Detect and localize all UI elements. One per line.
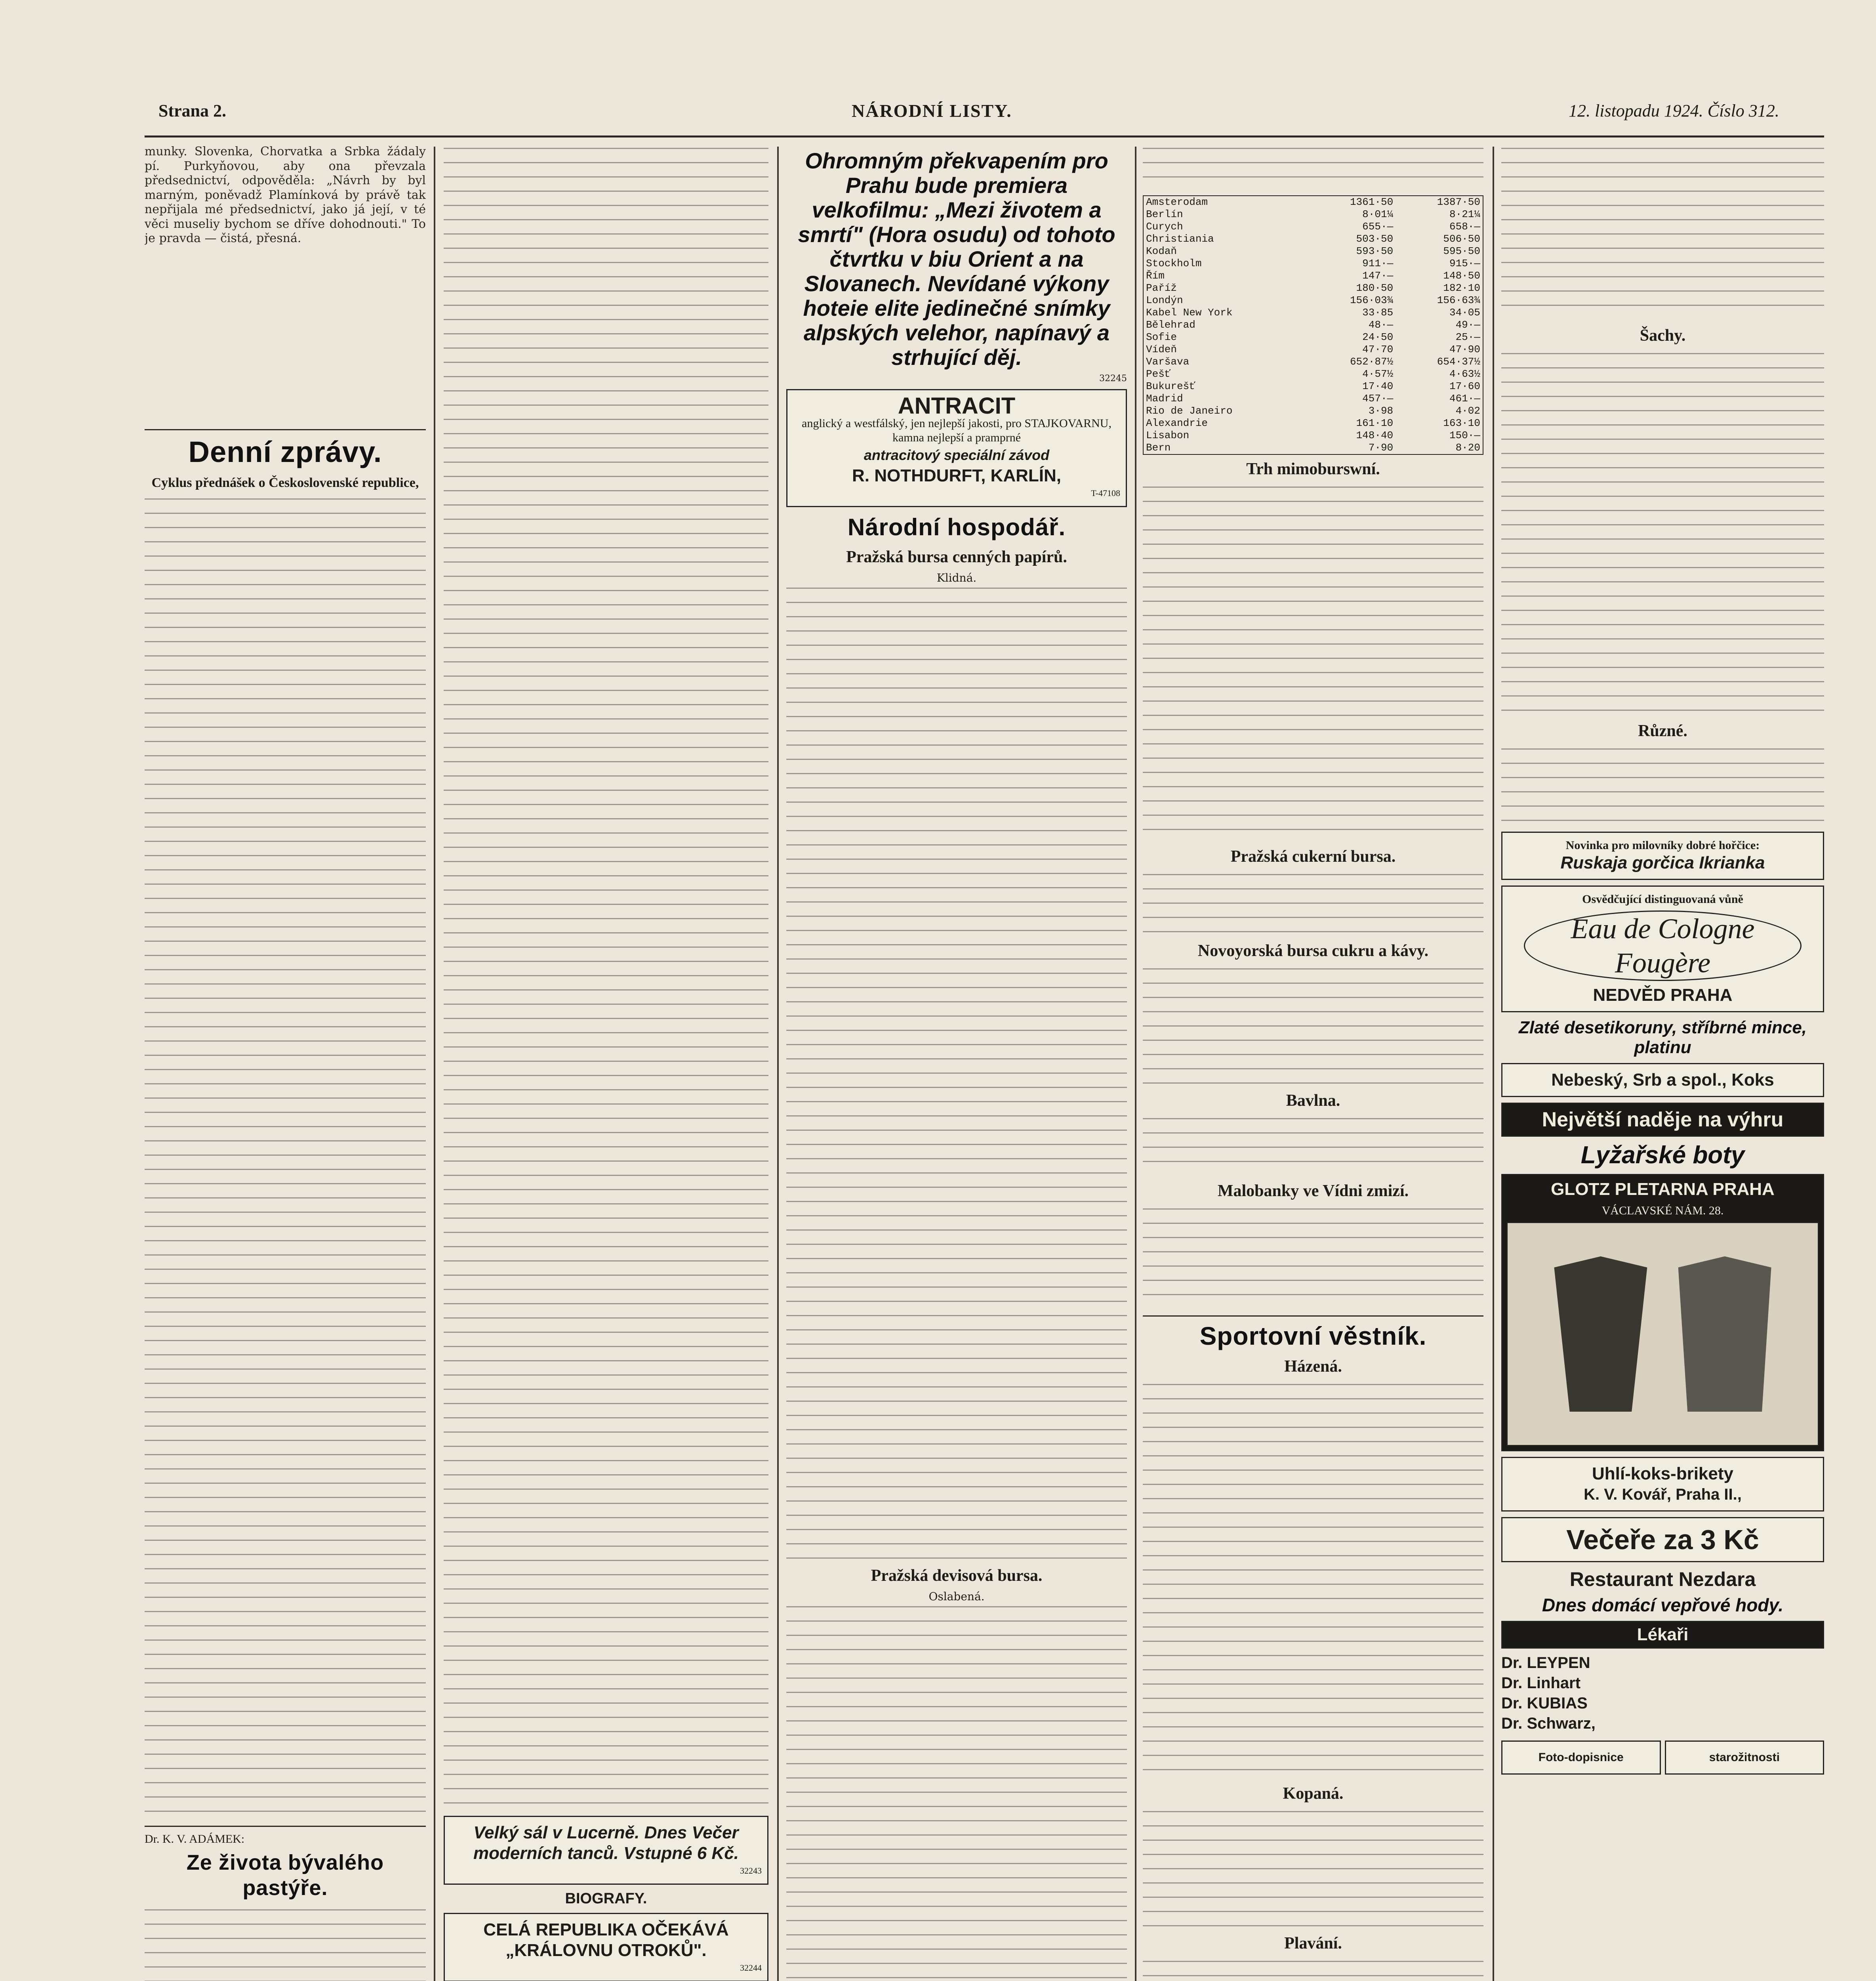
rate-row bbox=[1143, 368, 1483, 380]
rate-row bbox=[1143, 319, 1483, 331]
cennych-papiru-tag: Klidná. bbox=[936, 571, 977, 584]
kopana-heading: Kopaná. bbox=[1283, 1784, 1344, 1803]
chess-body bbox=[1501, 350, 1824, 714]
rate-row bbox=[1143, 233, 1483, 245]
rate-value-2: 915·— bbox=[1449, 258, 1480, 269]
kralovna-ad-title: CELÁ REPUBLIKA OČEKÁVÁ „KRÁLOVNU OTROKŮ". bbox=[483, 1920, 729, 1960]
film-code: 32245 bbox=[1099, 374, 1127, 384]
cukerni-heading: Pražská cukerní bursa. bbox=[1230, 847, 1396, 866]
plavani-body bbox=[1143, 1958, 1483, 1981]
rate-row bbox=[1143, 442, 1483, 454]
lucerna-ad-code: 32243 bbox=[740, 1866, 762, 1876]
hazena-body bbox=[1143, 1381, 1483, 1777]
rate-city: Madrid bbox=[1146, 393, 1183, 405]
denni-zpravy-heading: Denní zprávy. bbox=[188, 435, 382, 468]
rate-row bbox=[1143, 393, 1483, 405]
antracit-code: T-47108 bbox=[1091, 488, 1120, 498]
vepr-headline: Dnes domácí vepřové hody. bbox=[1542, 1595, 1784, 1615]
uhli-koks-ad bbox=[1501, 1457, 1824, 1512]
rate-row bbox=[1143, 294, 1483, 307]
ruzne-heading: Různé. bbox=[1638, 722, 1687, 740]
pastyr-heading: Ze života bývalého pastýře. bbox=[186, 1851, 384, 1900]
devisova-tag: Oslabená. bbox=[928, 1590, 985, 1603]
column-divider bbox=[1135, 147, 1136, 1981]
cennych-papiru-heading: Pražská bursa cenných papírů. bbox=[846, 548, 1067, 566]
rate-city: Bern bbox=[1146, 442, 1171, 454]
rate-row bbox=[1143, 405, 1483, 417]
glotz-address: VÁCLAVSKÉ NÁM. 28. bbox=[1601, 1204, 1724, 1217]
page-label: Strana 2. bbox=[158, 101, 227, 120]
garments-illustration bbox=[1506, 1222, 1819, 1446]
column-a bbox=[145, 145, 426, 1981]
rate-row bbox=[1143, 417, 1483, 429]
rate-value-1: 593·50 bbox=[1356, 245, 1394, 257]
rate-city: Alexandrie bbox=[1146, 417, 1208, 429]
rate-city: Vídeň bbox=[1146, 344, 1177, 355]
rate-value-1: 156·03¾ bbox=[1350, 294, 1394, 306]
foto-title: Foto-dopisnice bbox=[1538, 1751, 1624, 1764]
rate-value-2: 49·— bbox=[1455, 319, 1480, 331]
doctor-leypen: Dr. LEYPEN bbox=[1501, 1654, 1590, 1672]
rate-city: Berlín bbox=[1146, 208, 1183, 220]
rate-row bbox=[1143, 245, 1483, 258]
uhli-brand: Nebeský, Srb a spol., Koks bbox=[1551, 1070, 1774, 1090]
rate-city: Amsterodam bbox=[1146, 196, 1208, 208]
rate-value-1: 148·40 bbox=[1356, 429, 1394, 441]
rate-city: Stockholm bbox=[1146, 258, 1202, 269]
rate-value-2: 156·63¾ bbox=[1437, 294, 1480, 306]
rate-row bbox=[1143, 208, 1483, 221]
rate-city: Bělehrad bbox=[1146, 319, 1195, 331]
cukerni-body bbox=[1143, 871, 1483, 934]
rate-value-1: 24·50 bbox=[1362, 331, 1394, 343]
kava-body bbox=[1143, 965, 1483, 1084]
section-rule bbox=[145, 1826, 426, 1827]
rate-value-2: 150·— bbox=[1449, 429, 1480, 441]
section-rule bbox=[145, 429, 426, 430]
rate-value-1: 48·— bbox=[1368, 319, 1394, 331]
rate-city: Kabel New York bbox=[1146, 307, 1233, 319]
malobanky-heading: Malobanky ve Vídni zmizí. bbox=[1217, 1182, 1409, 1200]
antracit-subtitle: antracitový speciální závod bbox=[864, 447, 1050, 463]
bavlna-heading: Bavlna. bbox=[1286, 1092, 1340, 1110]
vecere-title: Večeře za 3 Kč bbox=[1566, 1524, 1759, 1555]
glotz-title: GLOTZ PLETARNA PRAHA bbox=[1551, 1179, 1775, 1199]
rate-city: Řím bbox=[1146, 270, 1165, 282]
date-label: 12. listopadu 1924. Číslo 312. bbox=[1569, 101, 1779, 120]
trh-body bbox=[1143, 483, 1483, 840]
rate-value-2: 47·90 bbox=[1449, 344, 1480, 355]
news-body bbox=[145, 495, 426, 1819]
rate-value-1: 47·70 bbox=[1362, 344, 1394, 355]
rate-value-1: 7·90 bbox=[1368, 442, 1394, 454]
column-c bbox=[786, 145, 1127, 1981]
eau-maker: NEDVĚD PRAHA bbox=[1593, 985, 1733, 1005]
lyzarske-headline: Lyžařské boty bbox=[1580, 1141, 1745, 1169]
paper-title: NÁRODNÍ LISTY. bbox=[852, 101, 1012, 121]
rate-city: Pešť bbox=[1146, 368, 1171, 380]
rate-row bbox=[1143, 196, 1483, 208]
column-d bbox=[1143, 145, 1483, 1981]
biografy-label: BIOGRAFY. bbox=[565, 1890, 647, 1907]
rate-value-1: 180·50 bbox=[1356, 282, 1394, 294]
rate-row bbox=[1143, 344, 1483, 356]
bursa-body bbox=[786, 584, 1127, 1559]
sportovni-vestnik-heading: Sportovní věstník. bbox=[1199, 1322, 1427, 1350]
bavlna-body bbox=[1143, 1115, 1483, 1174]
rate-value-2: 34·05 bbox=[1449, 307, 1480, 319]
doctor-kubias: Dr. KUBIAS bbox=[1501, 1695, 1588, 1712]
rate-row bbox=[1143, 356, 1483, 368]
narodni-hospodar-heading: Národní hospodář. bbox=[847, 514, 1066, 540]
ruskaja-top: Novinka pro milovníky dobré hořčice: bbox=[1565, 839, 1760, 852]
rate-value-2: 8·21¼ bbox=[1449, 208, 1480, 220]
column-b bbox=[444, 145, 768, 1981]
rate-value-2: 4·63½ bbox=[1449, 368, 1480, 380]
rate-value-1: 652·87½ bbox=[1350, 356, 1394, 368]
rate-value-1: 33·85 bbox=[1362, 307, 1394, 319]
vyhra-ad bbox=[1501, 1103, 1824, 1137]
rate-value-2: 1387·50 bbox=[1437, 196, 1480, 208]
rate-value-2: 8·20 bbox=[1455, 442, 1480, 454]
rate-row bbox=[1143, 270, 1483, 282]
devisova-body bbox=[786, 1603, 1127, 1981]
bottom-ads bbox=[1501, 1735, 1824, 1780]
rate-city: Christiania bbox=[1146, 233, 1214, 245]
rate-value-1: 161·10 bbox=[1356, 417, 1394, 429]
rate-row bbox=[1143, 429, 1483, 442]
uhli-ad bbox=[1501, 1063, 1824, 1097]
rate-value-1: 1361·50 bbox=[1350, 196, 1394, 208]
kovar-name: K. V. Kovář, Praha II., bbox=[1584, 1486, 1742, 1503]
sachy-heading: Šachy. bbox=[1640, 326, 1686, 345]
kralovna-ad-code: 32244 bbox=[740, 1963, 762, 1973]
rate-city: Curych bbox=[1146, 221, 1183, 233]
rate-value-2: 595·50 bbox=[1443, 245, 1480, 257]
column-divider bbox=[1493, 147, 1494, 1981]
rate-row bbox=[1143, 221, 1483, 233]
garments-image bbox=[1508, 1223, 1818, 1445]
lucerna-ad bbox=[444, 1816, 768, 1885]
rate-value-2: 17·60 bbox=[1449, 380, 1480, 392]
rate-value-2: 25·— bbox=[1455, 331, 1480, 343]
rate-row bbox=[1143, 307, 1483, 319]
starozitnosti-ad bbox=[1665, 1741, 1825, 1775]
hazena-heading: Házená. bbox=[1284, 1357, 1342, 1376]
rate-value-1: 911·— bbox=[1362, 258, 1394, 269]
rate-city: Bukurešť bbox=[1146, 380, 1195, 392]
rates-intro bbox=[1143, 145, 1483, 188]
rate-value-1: 8·01¼ bbox=[1362, 208, 1394, 220]
eau-de-cologne-ad bbox=[1501, 886, 1824, 1012]
ruzne-body bbox=[1501, 745, 1824, 824]
rate-value-2: 148·50 bbox=[1443, 270, 1480, 282]
byline: Dr. K. V. ADÁMEK: bbox=[145, 1832, 245, 1845]
doctor-linhart: Dr. Linhart bbox=[1501, 1674, 1581, 1692]
glotz-ad bbox=[1501, 1174, 1824, 1451]
antracit-company: R. NOTHDURFT, KARLÍN, bbox=[852, 466, 1061, 485]
rate-value-1: 503·50 bbox=[1356, 233, 1394, 245]
rate-row bbox=[1143, 380, 1483, 393]
rate-value-1: 17·40 bbox=[1362, 380, 1394, 392]
intro-paragraph: munky. Slovenka, Chorvatka a Srbka žádaly pí. Purkyňovou, aby ona převzala předsednictví, odpověděla: „Návrh by byl marným, poněvadž Plamínková by právě tak nepřijala mé předsednictví, jako já její, v té věci museliy bychom se dříve dohodnouti." To je pravda — čistá, přesná. bbox=[145, 145, 426, 245]
story-body bbox=[145, 1906, 426, 1981]
antracit-text: anglický a westfálský, jen nejlepší jakosti, pro STAJKOVARNU, kamna nejlepší a pramprné bbox=[802, 417, 1111, 444]
doctor-schwarz: Dr. Schwarz, bbox=[1501, 1715, 1596, 1732]
foto-ad bbox=[1501, 1741, 1661, 1775]
rate-value-1: 147·— bbox=[1362, 270, 1394, 282]
rate-value-1: 4·57½ bbox=[1362, 368, 1394, 380]
plavani-heading: Plavání. bbox=[1284, 1934, 1342, 1952]
kava-heading: Novoyorská bursa cukru a kávy. bbox=[1197, 942, 1429, 960]
eau-brand: Eau de Cologne Fougère bbox=[1524, 910, 1802, 981]
antracit-ad bbox=[786, 389, 1127, 507]
trh-heading: Trh mimoburswní. bbox=[1246, 460, 1380, 478]
lekari-title: Lékaři bbox=[1637, 1625, 1689, 1644]
antracit-title: ANTRACIT bbox=[898, 393, 1016, 419]
column-divider bbox=[434, 147, 435, 1981]
rate-city: Sofie bbox=[1146, 331, 1177, 343]
rate-value-1: 655·— bbox=[1362, 221, 1394, 233]
rate-row bbox=[1143, 258, 1483, 270]
rate-city: Londýn bbox=[1146, 294, 1183, 306]
rate-value-2: 461·— bbox=[1449, 393, 1480, 405]
rate-value-2: 506·50 bbox=[1443, 233, 1480, 245]
film-headline: Ohromným překvapením pro Prahu bude premiera velkofilmu: „Mezi životem a smrtí" (Hora osudu) od tohoto čtvrtku v biu Orient a na Slovanech. Nevídané výkony hoteie elite jedinečné snímky alpských velehor, napínavý a strhující děj. bbox=[798, 148, 1115, 370]
mince-headline: Zlaté desetikoruny, stříbrné mince, platinu bbox=[1518, 1018, 1807, 1057]
cyklus-heading: Cyklus přednášek o Československé republice, bbox=[151, 475, 419, 490]
politics-body bbox=[444, 145, 768, 1809]
rate-city: Kodaň bbox=[1146, 245, 1177, 257]
rate-value-2: 654·37½ bbox=[1437, 356, 1480, 368]
header-rule bbox=[145, 136, 1824, 137]
lucerna-ad-title: Velký sál v Lucerně. Dnes Večer moderních tanců. Vstupné 6 Kč. bbox=[473, 1823, 739, 1863]
malobanky-body bbox=[1143, 1205, 1483, 1308]
rate-value-1: 457·— bbox=[1362, 393, 1394, 405]
starozitnosti-title: starožitnosti bbox=[1709, 1751, 1780, 1764]
rate-value-2: 182·10 bbox=[1443, 282, 1480, 294]
vyhra-title: Největší naděje na výhru bbox=[1542, 1108, 1784, 1131]
ruskaja-title: Ruskaja gorčica Ikrianka bbox=[1560, 853, 1765, 872]
chess-body-top bbox=[1501, 145, 1824, 319]
rate-value-2: 4·02 bbox=[1455, 405, 1480, 417]
rate-city: Varšava bbox=[1146, 356, 1190, 368]
vecere-ad bbox=[1501, 1517, 1824, 1562]
rate-city: Lisabon bbox=[1146, 429, 1190, 441]
section-rule bbox=[1143, 1315, 1483, 1317]
devisova-heading: Pražská devisová bursa. bbox=[871, 1567, 1043, 1585]
column-divider bbox=[777, 147, 779, 1981]
eau-top: Osvědčující distinguovaná vůně bbox=[1582, 893, 1743, 906]
rate-row bbox=[1143, 331, 1483, 344]
rates-table bbox=[1143, 195, 1483, 455]
rate-row bbox=[1143, 282, 1483, 294]
nezdara-title: Restaurant Nezdara bbox=[1569, 1568, 1756, 1590]
kopana-body bbox=[1143, 1808, 1483, 1927]
rate-value-2: 658·— bbox=[1449, 221, 1480, 233]
ruskaja-ad bbox=[1501, 832, 1824, 880]
kralovna-ad bbox=[444, 1913, 768, 1981]
rate-city: Paříž bbox=[1146, 282, 1177, 294]
column-e bbox=[1501, 145, 1824, 1981]
lekari-banner bbox=[1501, 1621, 1824, 1649]
rate-value-2: 163·10 bbox=[1443, 417, 1480, 429]
rate-value-1: 3·98 bbox=[1368, 405, 1394, 417]
uhli-koks-title: Uhlí-koks-brikety bbox=[1592, 1464, 1733, 1483]
rate-city: Rio de Janeiro bbox=[1146, 405, 1233, 417]
